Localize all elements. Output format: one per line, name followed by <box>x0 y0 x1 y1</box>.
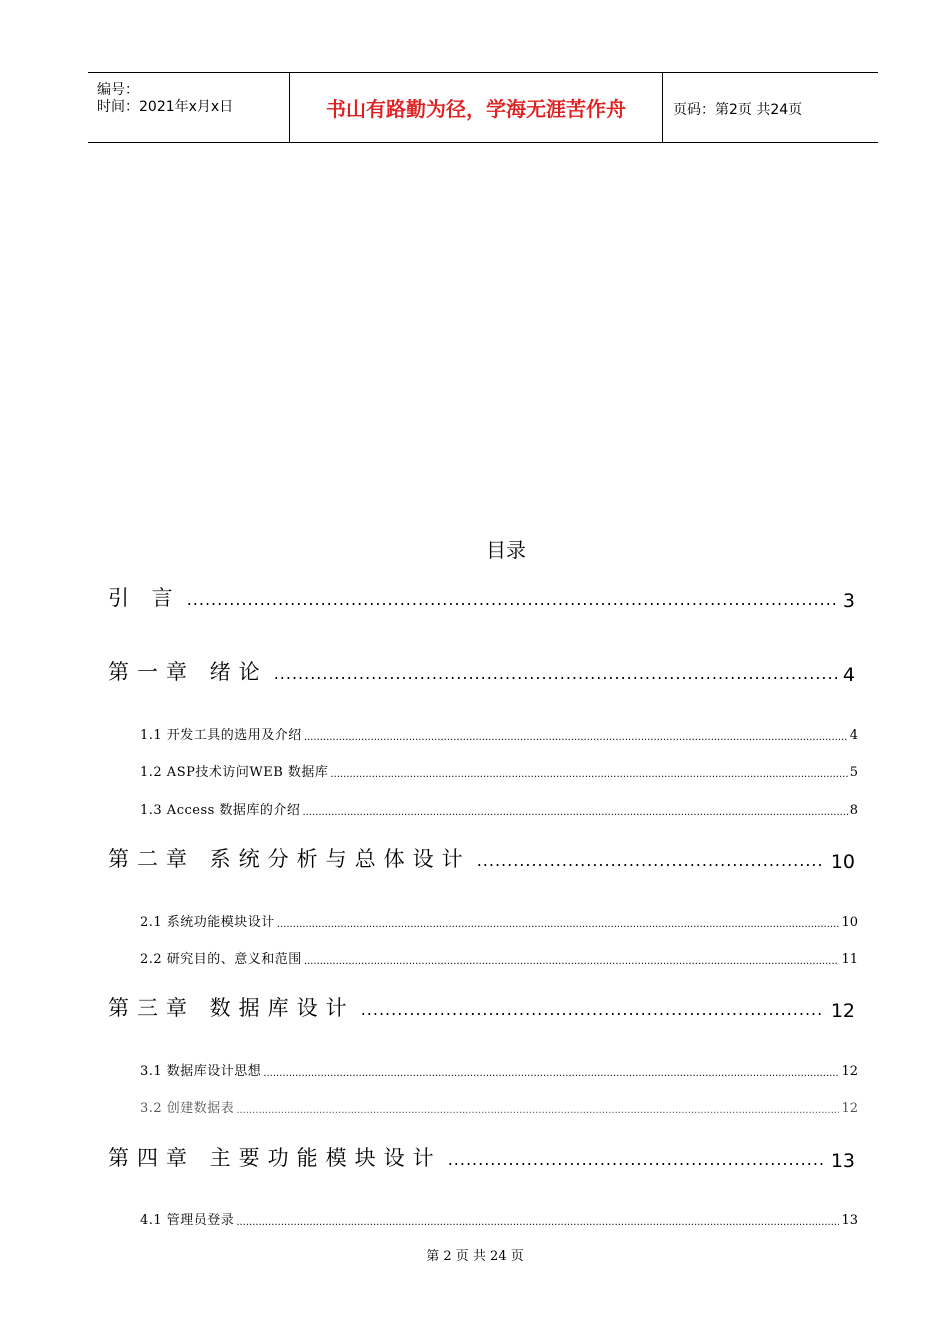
toc-entry-chapter-1[interactable] <box>108 656 855 686</box>
document-header <box>88 72 878 143</box>
header-motto-cell <box>290 73 663 142</box>
toc-entry-page: 4 <box>842 664 855 686</box>
toc-leader-dots <box>477 851 825 873</box>
toc-leader-dots <box>304 956 840 967</box>
page-footer: 第 2 页 共 24 页 <box>426 1249 524 1264</box>
header-meta-cell <box>88 73 290 142</box>
toc-entry-label: 第四章 主要功能模块设计 <box>108 1146 442 1170</box>
toc-entry-chapter-2[interactable] <box>108 843 855 873</box>
toc-entry-3-1[interactable] <box>140 1060 858 1079</box>
toc-entry-page: 5 <box>849 765 858 780</box>
toc-entry-chapter-4[interactable] <box>108 1142 855 1172</box>
toc-entry-page: 13 <box>841 1213 858 1228</box>
toc-entry-label: 第三章 数据库设计 <box>108 996 355 1020</box>
toc-entry-label: 3.1 数据库设计思想 <box>140 1064 262 1079</box>
toc-entry-2-2[interactable] <box>140 948 858 967</box>
toc-leader-dots <box>263 1068 839 1079</box>
header-motto: 书山有路勤为径，学海无涯苦作舟 <box>326 97 626 121</box>
toc-entry-label: 2.2 研究目的、意义和范围 <box>140 952 302 967</box>
toc-entry-1-1[interactable] <box>140 724 858 743</box>
toc-entry-page: 12 <box>830 1000 855 1022</box>
toc-title: 目录 <box>486 538 526 562</box>
toc-entry-label: 1.1 开发工具的选用及介绍 <box>140 728 302 743</box>
toc-entry-page: 3 <box>842 590 855 612</box>
toc-leader-dots <box>448 1150 825 1172</box>
toc-entry-intro[interactable] <box>108 582 855 612</box>
toc-entry-page: 13 <box>830 1150 855 1172</box>
toc-entry-3-2[interactable] <box>140 1097 858 1116</box>
toc-entry-label: 1.2 ASP技术访问WEB 数据库 <box>140 765 329 780</box>
toc-leader-dots <box>304 732 848 743</box>
document-date-label: 时间：2021年x月x日 <box>97 99 234 115</box>
toc-entry-page: 12 <box>841 1101 858 1116</box>
toc-entry-page: 4 <box>849 728 858 743</box>
toc-entry-label: 引 言 <box>108 586 181 610</box>
toc-entry-2-1[interactable] <box>140 911 858 930</box>
toc-entry-chapter-3[interactable] <box>108 992 855 1022</box>
toc-entry-page: 12 <box>841 1064 858 1079</box>
toc-entry-label: 3.2 创建数据表 <box>140 1101 235 1116</box>
header-page-info: 页码：第2页 共24页 <box>673 102 803 118</box>
toc-entry-page: 8 <box>849 803 858 818</box>
toc-entry-label: 1.3 Access 数据库的介绍 <box>140 803 301 818</box>
toc-entry-page: 10 <box>830 851 855 873</box>
toc-leader-dots <box>274 664 837 686</box>
toc-leader-dots <box>302 807 847 818</box>
toc-leader-dots <box>361 1000 825 1022</box>
toc-entry-label: 2.1 系统功能模块设计 <box>140 915 275 930</box>
toc-entry-label: 第二章 系统分析与总体设计 <box>108 847 471 871</box>
toc-entry-1-3[interactable] <box>140 799 858 818</box>
toc-entry-page: 10 <box>841 915 858 930</box>
toc-entry-page: 11 <box>841 952 858 967</box>
header-page-cell <box>663 73 878 142</box>
toc-leader-dots <box>277 919 840 930</box>
toc-leader-dots <box>236 1105 839 1116</box>
toc-entry-label: 第一章 绪论 <box>108 660 268 684</box>
toc-leader-dots <box>187 590 837 612</box>
toc-entry-1-2[interactable] <box>140 761 858 780</box>
toc-entry-label: 4.1 管理员登录 <box>140 1213 235 1228</box>
document-number-label: 编号： <box>97 82 139 98</box>
toc-leader-dots <box>330 769 847 780</box>
toc-entry-4-1[interactable] <box>140 1209 858 1228</box>
toc-leader-dots <box>236 1217 839 1228</box>
